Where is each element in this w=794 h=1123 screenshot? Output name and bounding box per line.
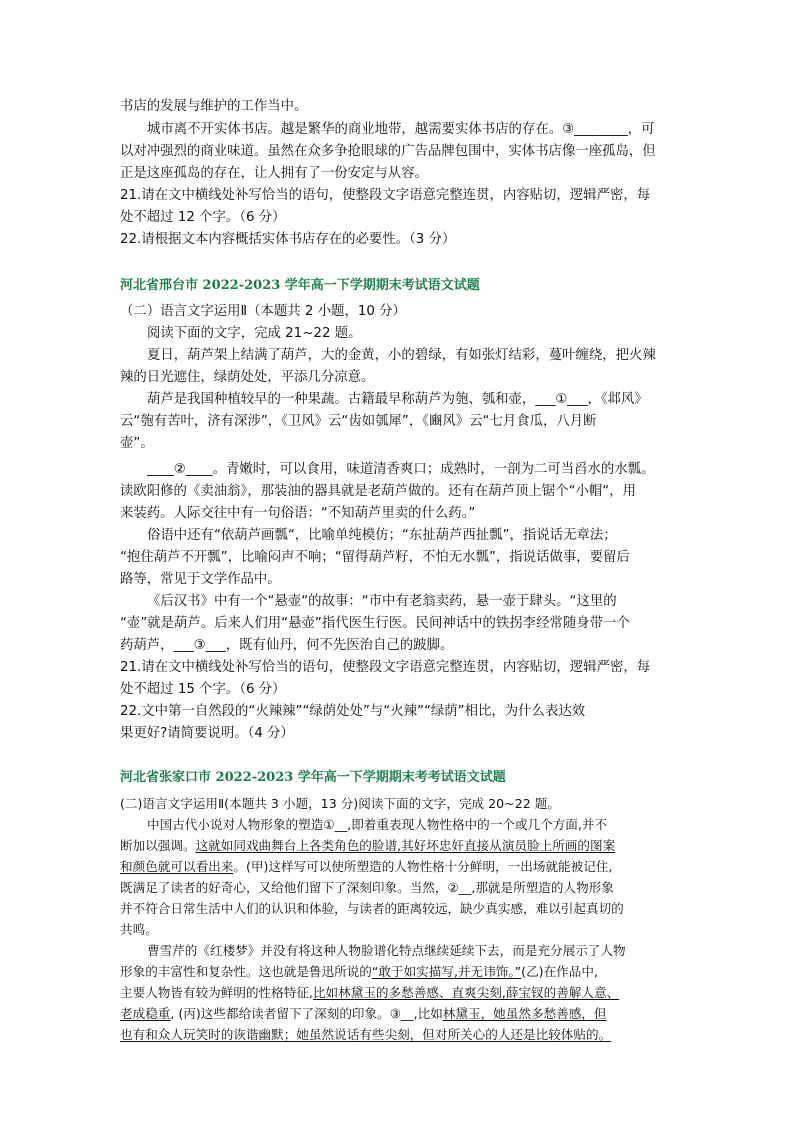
text-line: 俗语中还有“依葫芦画瓢“，比喻单纯模仿；“东扯葫芦西扯瓢”，指说话无章法； xyxy=(147,528,617,543)
text-line xyxy=(120,835,678,856)
text-run: 主要人物皆有较为鲜明的性格特征, xyxy=(120,985,313,1000)
text-run: 形象的丰富性和复杂性。这也就是鲁迅所说的 xyxy=(120,964,372,979)
section-heading: 河北省邢台市 2022-2023 学年高一下学期期末考试语文试题 xyxy=(120,278,480,293)
underlined-text: 这就如同戏曲舞台上各类角色的脸谱,其好坏忠奸直接从演员脸上所画的图案 xyxy=(195,838,616,853)
text-line: 云“匏有苦叶，济有深涉”，《卫风》云“齿如瓠犀”，《豳风》云“七月食瓜，八月断 xyxy=(120,414,597,429)
section-heading: 河北省张家口市 2022-2023 学年高一下学期期末考考试语文试题 xyxy=(120,770,506,785)
underlined-text: 和颜色就可以看出来 xyxy=(120,859,234,874)
underlined-text: 林黛玉，她虽然多愁善感，但 xyxy=(442,1006,607,1021)
text-line: 共鸣。 xyxy=(120,922,158,937)
text-line: 读欧阳修的《卖油翁》，那装油的器具就是老葫芦做的。还有在葫芦顶上锯个“小帽“，用 xyxy=(120,484,637,499)
question-21: 21.请在文中横线处补写恰当的语句，使整段文字语意完整连贯，内容贴切，逻辑严密，每 xyxy=(120,188,651,203)
text-line: 正是这座孤岛的存在，让人拥有了一份安定与从容。 xyxy=(120,166,428,181)
text-run: 断加以强调。 xyxy=(120,838,196,853)
text-line: 中国古代小说对人物形象的塑造①__,即着重表现人物性格中的一个或几个方面,并不 xyxy=(147,817,608,832)
text-line: ____②____。青嫩时，可以食用，味道清香爽口；成熟时，一剖为二可当舀水的水瓢。 xyxy=(147,462,655,477)
text-line: 既满足了读者的好奇心，又给他们留下了深刻印象。当然，②__,那就是所塑造的人物形象 xyxy=(120,880,614,895)
question-22-cont: 果更好?请简要说明。（4 分） xyxy=(120,726,294,741)
text-line: 以对冲强烈的商业味道。虽然在众多争抢眼球的广告品牌包围中，实体书店像一座孤岛，但 xyxy=(120,144,656,159)
text-line xyxy=(120,856,678,877)
underlined-text: 也有和众人玩笑时的诙谐幽默；她虽然说话有些尖刻，但对所关心的人还是比较体贴的。 xyxy=(120,1027,612,1042)
text-line: （二）语言文字运用Ⅱ（本题共 2 小题，10 分） xyxy=(120,304,406,319)
question-21-cont: 处不超过 15 个字。（6 分） xyxy=(120,682,286,697)
text-line: 并不符合日常生活中人们的认识和体验，与读者的距离较远，缺少真实感，难以引起真切的 xyxy=(120,901,624,916)
question-21-cont: 处不超过 12 个字。（6 分） xyxy=(120,210,286,225)
text-run: (乙)在作品中, xyxy=(521,964,598,979)
text-line xyxy=(120,961,678,982)
underlined-text: 比如林黛玉的多愁善感、直爽尖刻,薛宝钗的善解人意、 xyxy=(312,985,620,1000)
text-run: 。(甲)这样写可以使所塑造的人物性格十分鲜明，一出场就能被记住, xyxy=(233,859,613,874)
text-line: 《后汉书》中有一个“悬壶“的故事：“市中有老翁卖药，悬一壶于肆头。“这里的 xyxy=(147,594,617,609)
text-line: 辣的日光遮住，绿荫处处，平添几分凉意。 xyxy=(120,370,375,385)
text-line: 书店的发展与维护的工作当中。 xyxy=(120,99,308,114)
text-line: 葫芦是我国种植较早的一种果蔬。古籍最早称葫芦为匏、瓠和壶，___①___，《邶风》 xyxy=(147,392,648,407)
question-22: 22.文中第一自然段的“火辣辣”“绿荫处处”与“火辣”“绿荫”相比，为什么表达效 xyxy=(120,704,586,719)
text-line: 来装药。人际交往中有一句俗语：“不知葫芦里卖的什么药。” xyxy=(120,506,476,521)
text-line: 阅读下面的文字，完成 21~22 题。 xyxy=(147,326,362,341)
question-21: 21.请在文中横线处补写恰当的语句，使整段文字语意完整连贯，内容贴切，逻辑严密，每 xyxy=(120,660,651,675)
text-line: “壶”就是葫芦。后来人们用“悬壶”指代医生行医。民间神话中的铁拐李经常随身带一个 xyxy=(120,616,630,631)
text-line: 城市离不开实体书店。越是繁华的商业地带，越需要实体书店的存在。③________，可 xyxy=(147,122,655,137)
underlined-text: 老成稳重 xyxy=(120,1006,171,1021)
text-line xyxy=(120,982,678,1003)
text-line: 药葫芦，___③___，既有仙丹，何不先医治自己的跛脚。 xyxy=(120,638,454,653)
text-line: 路等，常见于文学作品中。 xyxy=(120,572,281,587)
text-line: 夏日，葫芦架上结满了葫芦，大的金黄，小的碧绿，有如张灯结彩，蔓叶缠绕，把火辣 xyxy=(147,348,656,363)
underlined-quote: “敢于如实描写,并无讳饰。” xyxy=(371,964,522,979)
text-line: (二)语言文字运用Ⅱ(本题共 3 小题，13 分)阅读下面的文字，完成 20~22 题。 xyxy=(120,796,560,811)
text-run: , (丙)这些都给读者留下了深刻的印象。③__,比如 xyxy=(170,1006,443,1021)
text-line: “抱住葫芦不开瓢”，比喻闷声不响；“留得葫芦籽，不怕无水瓢”，指说话做事，要留后 xyxy=(120,550,630,565)
question-22: 22.请根据文本内容概括实体书店存在的必要性。（3 分） xyxy=(120,232,456,247)
text-line: 曹雪芹的《红楼梦》并没有将这种人物脸谱化特点继续延续下去，而是充分展示了人物 xyxy=(147,943,626,958)
text-line xyxy=(120,1024,678,1045)
text-line xyxy=(120,1003,678,1024)
text-line: 壶”。 xyxy=(120,436,154,451)
